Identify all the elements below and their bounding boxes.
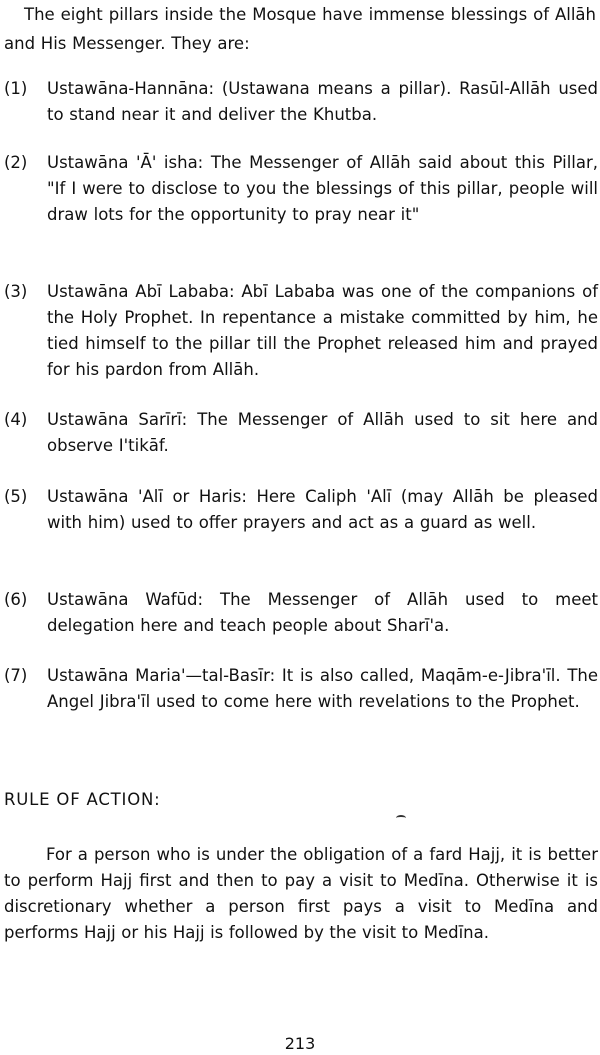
pillar-text: Here Caliph 'Alī (may Allāh be pleased with him) used to offer prayers and act as a guard as well. (47, 487, 598, 532)
pillar-item-2 (4, 150, 598, 228)
pillar-body (47, 484, 598, 536)
pillar-item-6 (4, 587, 598, 639)
pillar-body (47, 587, 598, 639)
page-number: 213 (284, 1034, 316, 1053)
pillar-name: Ustawāna Abī Lababa: (47, 282, 235, 301)
pillar-item-3 (4, 279, 598, 383)
pillar-text: The Messenger of Allāh said about this Pillar, "If I were to disclose to you the blessings of this pillar, people will draw lots for the opportunity to pray near it" (47, 153, 599, 224)
intro-paragraph: The eight pillars inside the Mosque have immense blessings of Allāh and His Messenger. They are: (4, 5, 596, 53)
pillar-name: Ustawāna-Hannāna: (47, 79, 215, 98)
pillar-text: (Ustawana means a pillar). Rasūl-Allāh used to stand near it and deliver the Khutba. (47, 79, 599, 124)
pillar-name: Ustawāna 'Alī or Haris: (47, 487, 247, 506)
rule-paragraph: For a person who is under the obligation of a fard Hajj, it is better to perform Hajj first and then to pay a visit to Medīna. Otherwise it is discretionary whether a person first pays a visit to Medīna and performs Hajj or his Hajj is followed by the visit to Medīna. (4, 845, 598, 942)
pillar-number: (3) (4, 282, 28, 301)
pillar-name: Ustawāna Maria'—tal-Basīr: (47, 666, 276, 685)
pillar-item-4 (4, 407, 598, 459)
pillar-text: It is also called, Maqām-e-Jibra'īl. The Angel Jibra'īl used to come here with revelations to the Prophet. (47, 666, 599, 711)
pillar-name: Ustawāna Sarīrī: (47, 410, 188, 429)
print-speck (396, 815, 406, 821)
pillar-number: (4) (4, 410, 28, 429)
pillar-body (47, 407, 598, 459)
pillar-item-7 (4, 663, 598, 715)
pillar-body (47, 279, 598, 383)
pillar-text: Abī Lababa was one of the companions of the Holy Prophet. In repentance a mistake committed by him, he tied himself to the pillar till the Prophet released him and prayed for his pardon from Allāh. (47, 282, 599, 379)
pillar-number: (6) (4, 590, 28, 609)
pillar-number: (7) (4, 666, 28, 685)
pillar-number: (5) (4, 487, 28, 506)
pillar-name: Ustawāna 'Ā' isha: (47, 153, 204, 172)
pillar-name: Ustawāna Wafūd: (47, 590, 204, 609)
pillar-number: (1) (4, 79, 28, 98)
pillar-number: (2) (4, 153, 28, 172)
pillar-text: The Messenger of Allāh used to sit here and observe I'tikāf. (47, 410, 598, 455)
pillar-body (47, 76, 598, 128)
pillar-item-5 (4, 484, 598, 536)
pillar-text: The Messenger of Allāh used to meet delegation here and teach people about Sharī'a. (47, 590, 598, 635)
pillar-item-1 (4, 76, 598, 128)
pillar-body (47, 663, 598, 715)
rule-heading: RULE OF ACTION: (4, 790, 161, 809)
pillar-body (47, 150, 598, 228)
